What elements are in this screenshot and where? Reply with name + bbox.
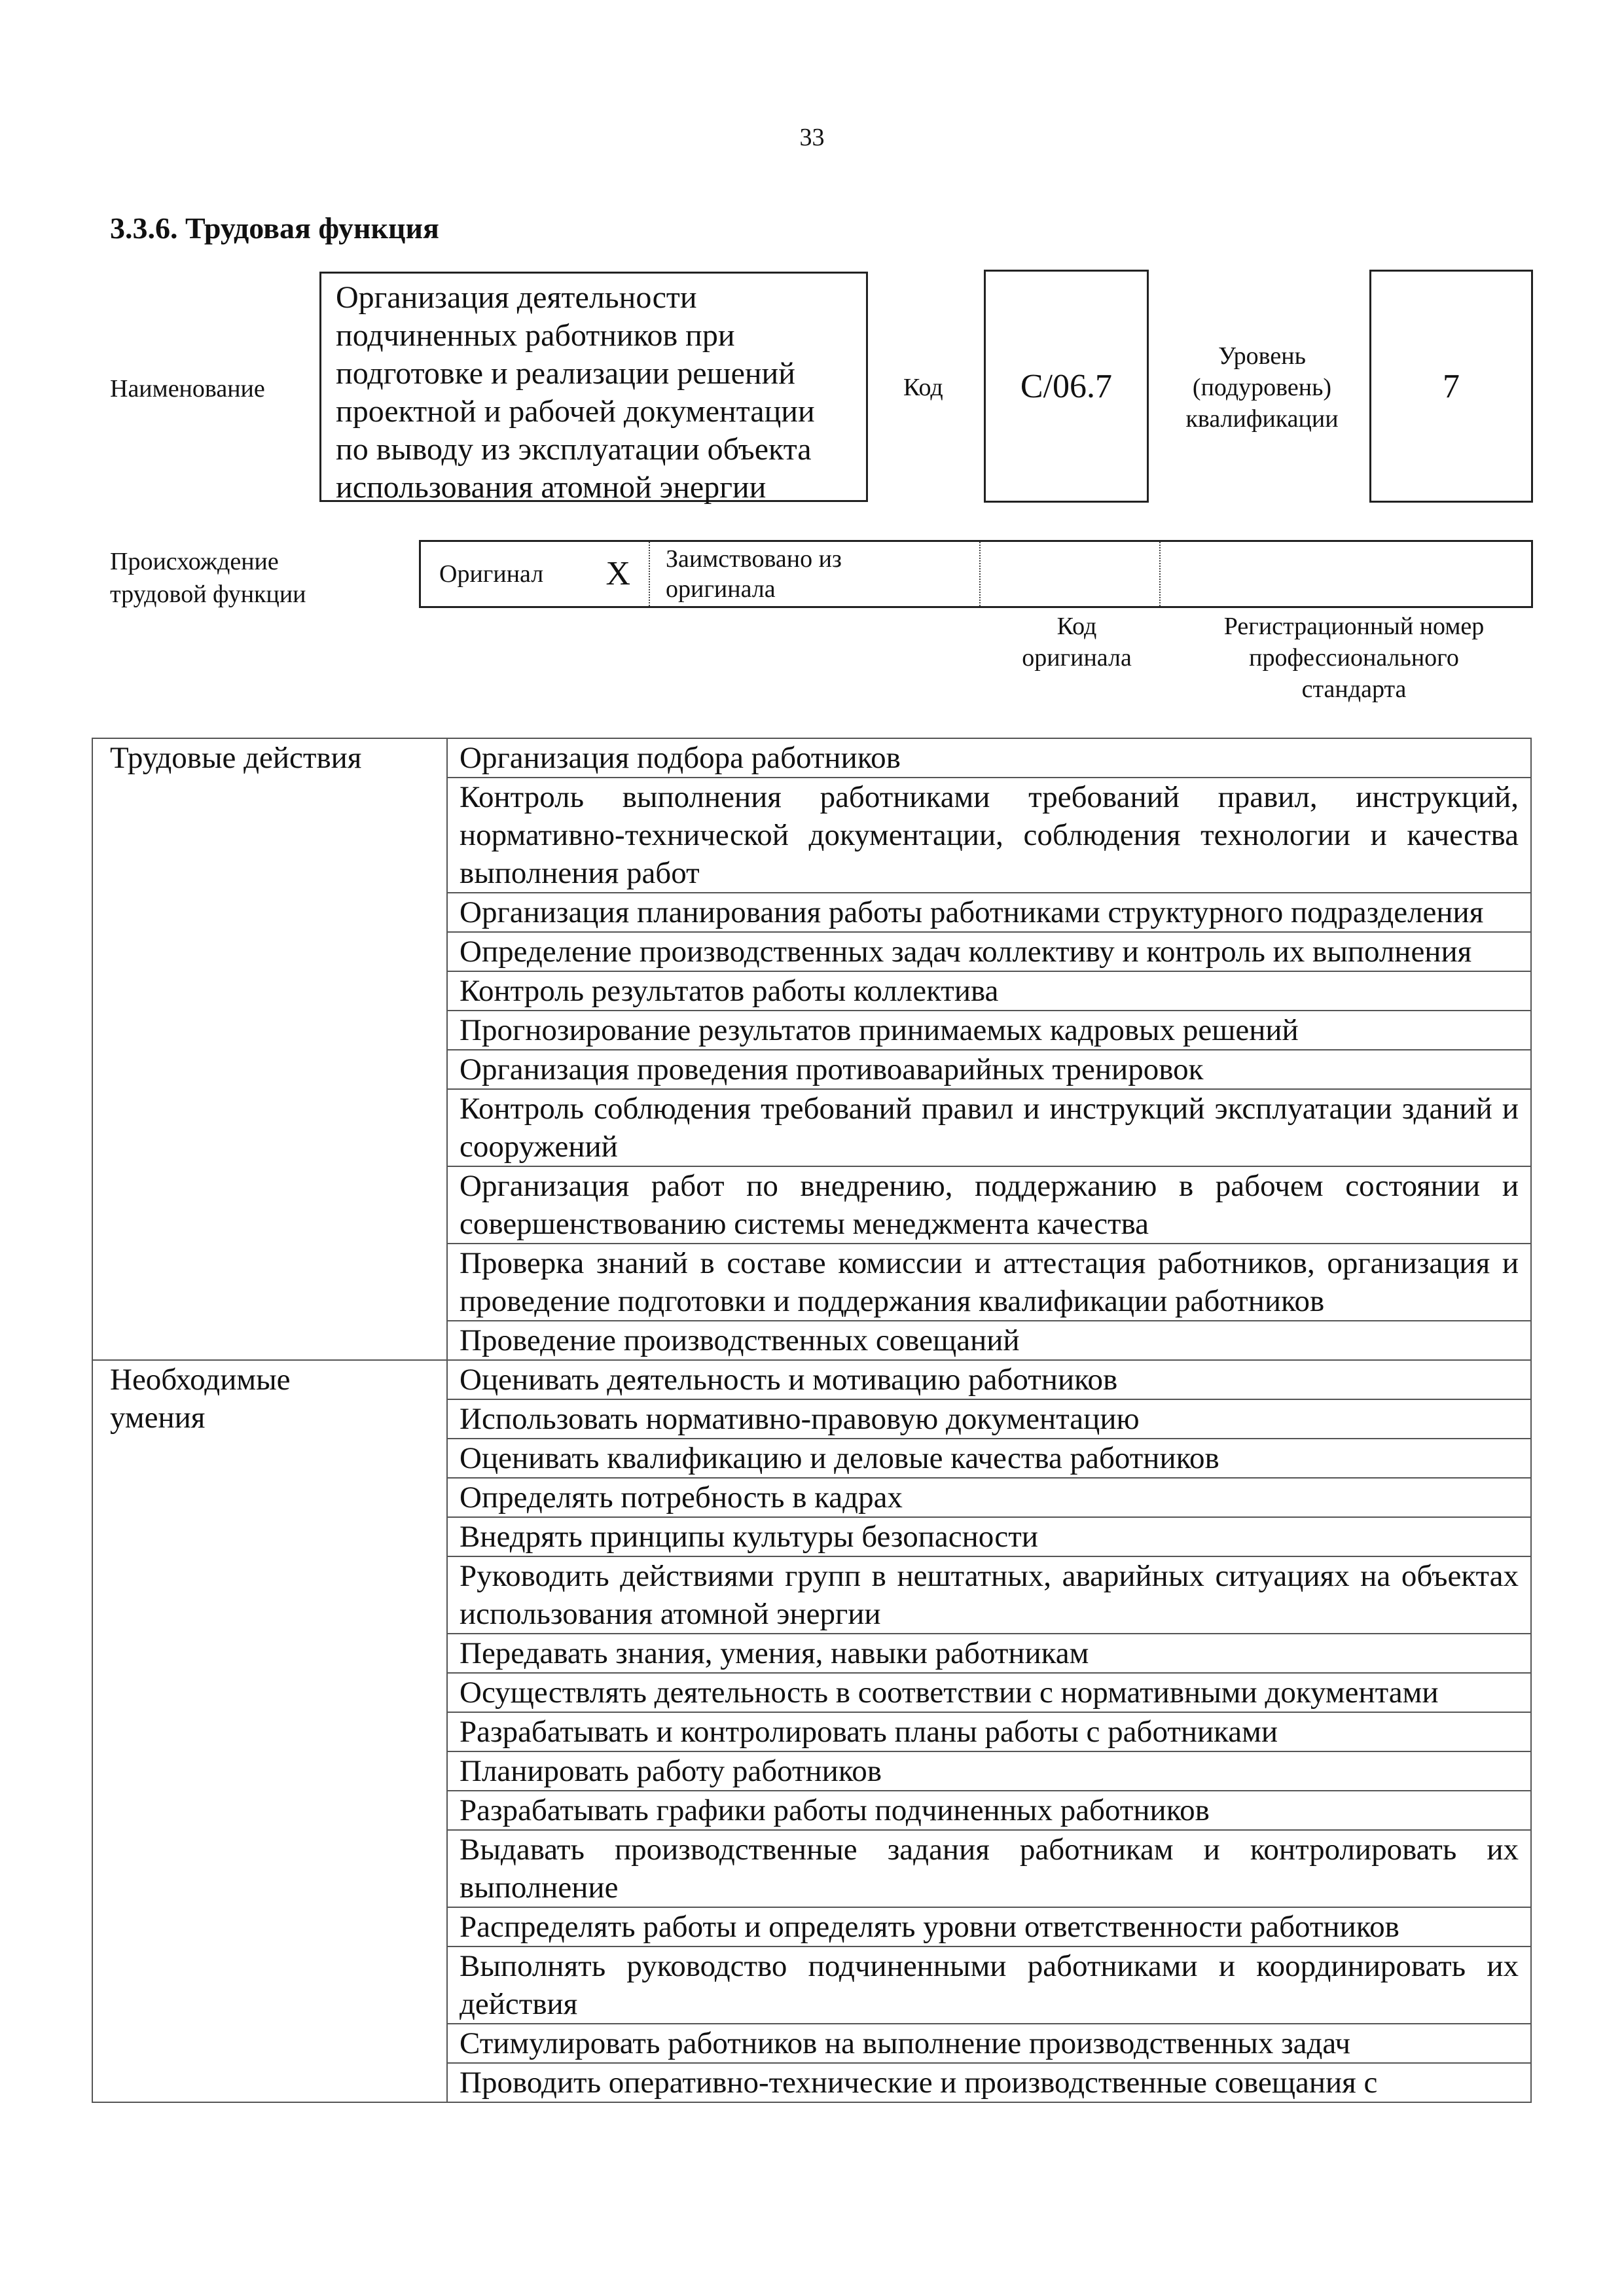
skills-title-line: умения: [110, 1401, 206, 1435]
skills-title-line: Необходимые: [110, 1363, 291, 1397]
page-number: 33: [799, 124, 825, 151]
labor-action-item: Проверка знаний в составе комиссии и аттестация работников, организация и проведение подготовки и поддержания квалификации работников: [447, 1244, 1531, 1321]
function-name-line: подготовке и реализации решений: [336, 356, 795, 391]
required-skills-title: [92, 1360, 447, 2102]
caption-line: Код: [1056, 613, 1097, 640]
qualification-level-value: 7: [1369, 270, 1533, 503]
skill-item: Руководить действиями групп в нештатных, аварийных ситуациях на объектах использования атомной энергии: [447, 1556, 1531, 1634]
skill-item: Внедрять принципы культуры безопасности: [447, 1517, 1531, 1556]
labor-actions-title: Трудовые действия: [92, 738, 447, 1360]
skill-item: Разрабатывать графики работы подчиненных работников: [447, 1791, 1531, 1830]
original-label: Оригинал: [439, 560, 544, 588]
original-code-caption: [985, 611, 1168, 673]
skill-item: Осуществлять деятельность в соответствии с нормативными документами: [447, 1673, 1531, 1712]
labor-action-item: Контроль выполнения работниками требований правил, инструкций, нормативно-технической документации, соблюдения технологии и качества выполнения работ: [447, 778, 1531, 893]
table-row: [92, 1360, 1531, 1399]
caption-line: профессионального: [1249, 644, 1459, 672]
qualification-level-label: [1157, 340, 1367, 435]
labor-action-item: Организация работ по внедрению, поддержанию в рабочем состоянии и совершенствованию системы менеджмента качества: [447, 1166, 1531, 1244]
function-name-line: Организация деятельности: [336, 280, 697, 315]
labor-action-item: Организация планирования работы работниками структурного подразделения: [447, 893, 1531, 932]
labor-action-item: Организация подбора работников: [447, 738, 1531, 778]
original-code-cell: [981, 542, 1161, 606]
name-label: Наименование: [110, 375, 265, 403]
function-details-table: [92, 738, 1532, 2103]
skill-item: Выполнять руководство подчиненными работниками и координировать их действия: [447, 1946, 1531, 2024]
labor-action-item: Проведение производственных совещаний: [447, 1321, 1531, 1360]
origin-box: [419, 540, 1533, 608]
function-name-line: проектной и рабочей документации: [336, 394, 815, 429]
labor-action-item: Прогнозирование результатов принимаемых кадровых решений: [447, 1011, 1531, 1050]
code-label: Код: [903, 374, 943, 401]
skill-item: Планировать работу работников: [447, 1751, 1531, 1791]
caption-line: стандарта: [1301, 675, 1407, 703]
borrowed-line: оригинала: [666, 575, 776, 603]
origin-label: [110, 545, 306, 611]
caption-line: оригинала: [1022, 644, 1132, 672]
function-name-box: [319, 272, 868, 505]
level-label-line: квалификации: [1185, 405, 1339, 433]
labor-action-item: Контроль результатов работы коллектива: [447, 971, 1531, 1011]
reg-number-cell: [1161, 542, 1531, 606]
function-name-line: подчиненных работников при: [336, 318, 735, 353]
original-cell: [421, 542, 650, 606]
skill-item: Проводить оперативно-технические и производственные совещания с: [447, 2063, 1531, 2102]
skill-item: Определять потребность в кадрах: [447, 1478, 1531, 1517]
skill-item: Оценивать квалификацию и деловые качества работников: [447, 1439, 1531, 1478]
reg-number-caption: [1175, 611, 1533, 705]
caption-line: Регистрационный номер: [1223, 613, 1485, 640]
level-label-line: Уровень: [1218, 342, 1306, 370]
borrowed-line: Заимствовано из: [666, 545, 842, 573]
borrowed-cell: [650, 542, 981, 606]
skill-item: Стимулировать работников на выполнение производственных задач: [447, 2024, 1531, 2063]
origin-label-line: Происхождение: [110, 548, 279, 575]
origin-label-line: трудовой функции: [110, 581, 306, 608]
skill-item: Использовать нормативно-правовую документацию: [447, 1399, 1531, 1439]
skill-item: Передавать знания, умения, навыки работникам: [447, 1634, 1531, 1673]
function-name-line: использования атомной энергии: [336, 470, 767, 505]
labor-action-item: Организация проведения противоаварийных тренировок: [447, 1050, 1531, 1089]
function-name-line: по выводу из эксплуатации объекта: [336, 432, 812, 467]
skill-item: Выдавать производственные задания работникам и контролировать их выполнение: [447, 1830, 1531, 1907]
level-label-line: (подуровень): [1192, 374, 1332, 401]
labor-action-item: Определение производственных задач коллективу и контроль их выполнения: [447, 932, 1531, 971]
skill-item: Оценивать деятельность и мотивацию работников: [447, 1360, 1531, 1399]
table-row: [92, 738, 1531, 778]
code-value: C/06.7: [984, 270, 1149, 503]
original-mark: X: [605, 555, 630, 592]
skill-item: Разрабатывать и контролировать планы работы с работниками: [447, 1712, 1531, 1751]
section-title: 3.3.6. Трудовая функция: [110, 211, 439, 245]
labor-action-item: Контроль соблюдения требований правил и инструкций эксплуатации зданий и сооружений: [447, 1089, 1531, 1166]
skill-item: Распределять работы и определять уровни ответственности работников: [447, 1907, 1531, 1946]
